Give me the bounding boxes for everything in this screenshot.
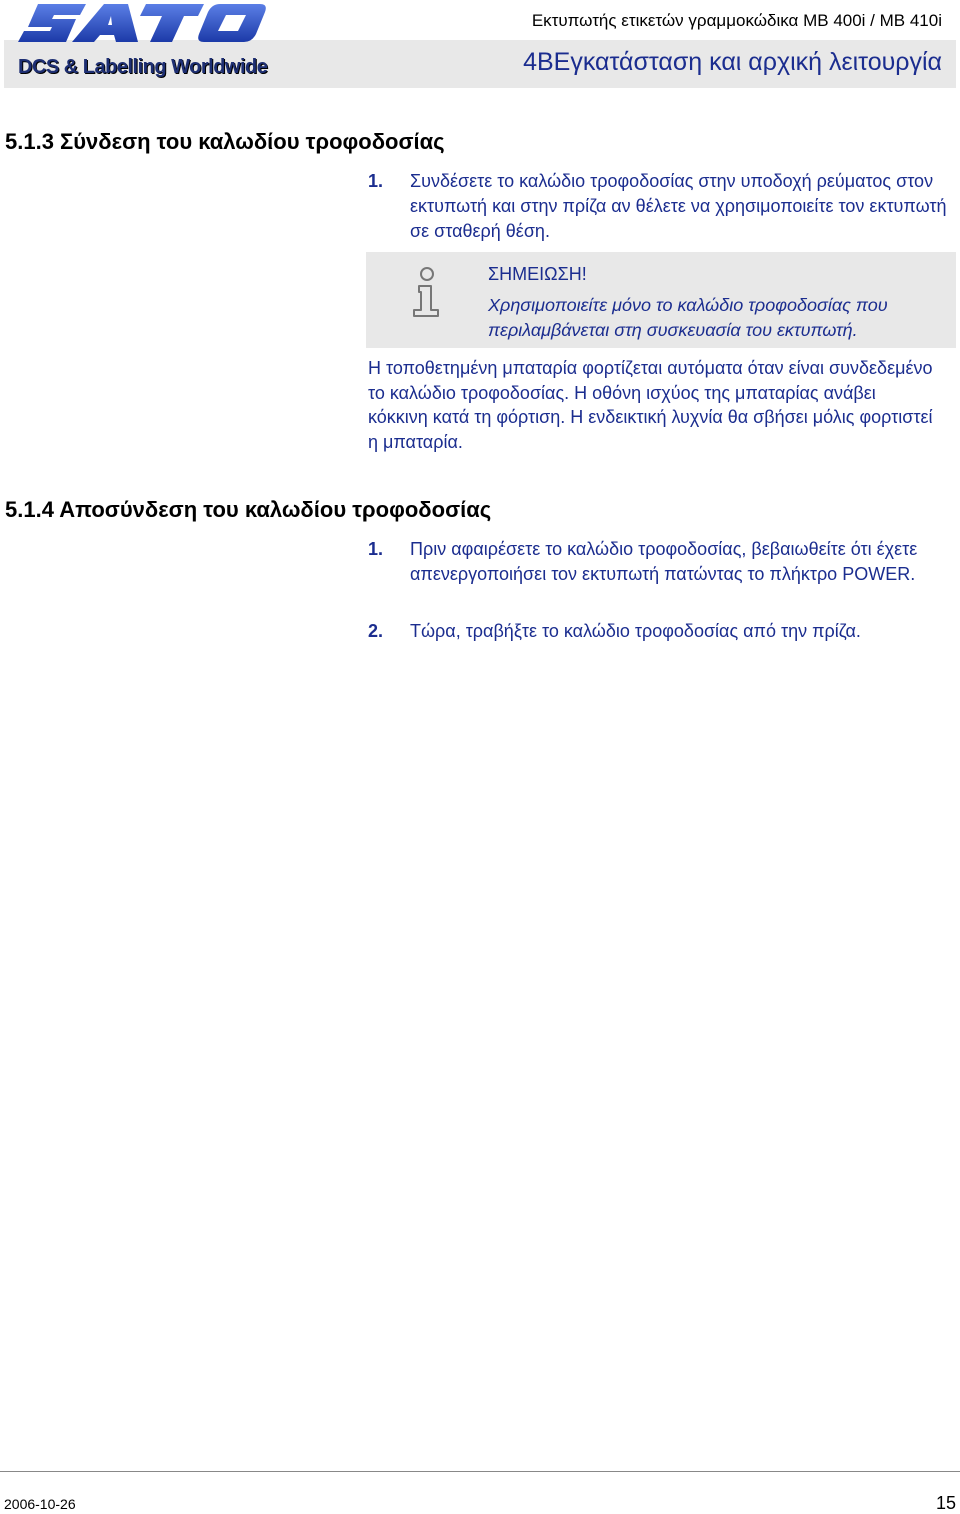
chapter-title: 4ΒΕγκατάσταση και αρχική λειτουργία: [523, 48, 942, 76]
battery-paragraph: Η τοποθετημένη μπαταρία φορτίζεται αυτόματα όταν είναι συνδεδεμένο το καλώδιο τροφοδοσίας. Η οθόνη ισχύος της μπαταρίας ανάβει κόκκινη κατά τη φόρτιση. Η ενδεικτική λυχνία θα σβήσει μόλις φορτιστεί η μπαταρία.: [368, 358, 933, 452]
footer-date: 2006-10-26: [4, 1496, 76, 1512]
step-number: 1.: [368, 539, 384, 559]
step-number: 2.: [368, 621, 384, 641]
step-text: Τώρα, τραβήξτε το καλώδιο τροφοδοσίας από την πρίζα.: [410, 621, 861, 641]
note-title: ΣΗΜΕΙΩΣΗ!: [488, 264, 587, 284]
page-header: [4, 0, 956, 88]
document-title: Εκτυπωτής ετικετών γραμμοκώδικα MB 400i / MB 410i: [531, 11, 942, 30]
page-number: 15: [935, 1493, 956, 1513]
section-heading-connect: 5.1.3 Σύνδεση του καλωδίου τροφοδοσίας: [5, 129, 445, 154]
step-text: Συνδέσετε το καλώδιο τροφοδοσίας στην υποδοχή ρεύματος στον εκτυπωτή και στην πρίζα αν θέλετε να χρησιμοποιείτε τον εκτυπωτή σε σταθερή θέση.: [410, 171, 947, 241]
sato-logo: [16, 2, 266, 44]
footer-divider: [0, 1471, 960, 1472]
info-icon: [410, 266, 442, 318]
tagline: DCS & Labelling Worldwide: [18, 56, 268, 78]
step-text: Πριν αφαιρέσετε το καλώδιο τροφοδοσίας, βεβαιωθείτε ότι έχετε απενεργοποιήσει τον εκτυπωτή πατώντας το πλήκτρο POWER.: [410, 539, 918, 584]
section-heading-disconnect: 5.1.4 Αποσύνδεση του καλωδίου τροφοδοσίας: [5, 497, 492, 522]
note-box: [366, 252, 956, 348]
step-number: 1.: [368, 171, 384, 191]
note-text: Χρησιμοποιείτε μόνο το καλώδιο τροφοδοσίας που περιλαμβάνεται στη συσκευασία του εκτυπωτή.: [488, 295, 888, 340]
